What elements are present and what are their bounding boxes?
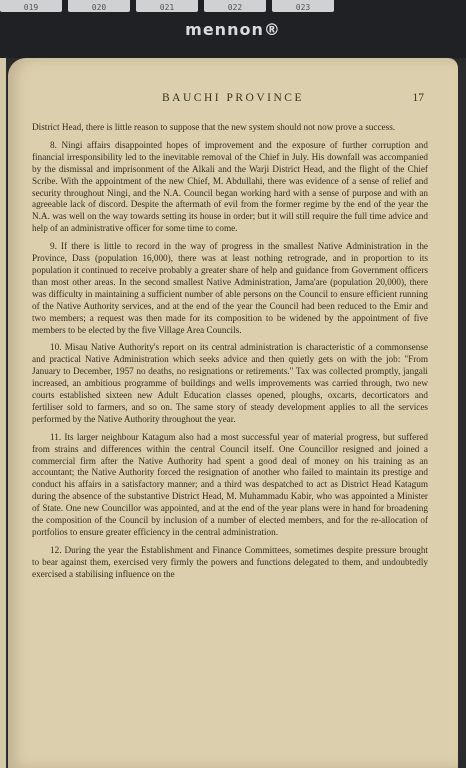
scanner-strip	[0, 0, 466, 58]
paragraph: 11. Its larger neighbour Katagum also had a most successful year of material progress, but suffered from strains and differences within the central Council itself. One Councillor resigned and joined a commercial firm after the Native Authority had spent a good deal of money on his training as an accountant; the Native Authority forced the resignation of another who failed to maintain its prestige and conduct his affairs in a satisfactory manner; and a third was despatched to act as District Head Katagum during the absence of the substantive District Head, M. Muhammadu Kabir, who was appointed a Minister of State. One new Councillor was appointed, and at the end of the year plans were in hand for broadening the composition of the Council by inclusion of a number of elected members, and for the re-allocation of portfolios to ensure greater efficiency in the central administration.	[32, 431, 428, 537]
scanner-brand-logo: mennon®	[185, 20, 281, 39]
paragraph: 12. During the year the Establishment and Finance Committees, sometimes despite pressure brought to bear against them, exercised very firmly the powers and functions delegated to them, and undoubtedly exercised a stabilising influence on the	[32, 544, 428, 579]
paragraph: 9. If there is little to record in the way of progress in the smallest Native Administration in the Province, Dass (population 16,000), there was at least nothing retrograde, and in proportion to its population it continued to receive probably a greater share of help and guidance from Government officers than most other areas. In the second smallest Native Administration, Jama'are (population 20,000), there was difficulty in maintaining a sufficient number of able persons on the Council to ensure efficient running of the Native Authority services, and at the end of the year the Council had been reduced to the Emir and two members; a request was then made for its composition to be widened by the appointment of five members to be elected by the five Village Area Councils.	[32, 241, 428, 335]
paragraph: 8. Ningi affairs disappointed hopes of improvement and the exposure of further corruption and financial irresponsibility led to the inevitable removal of the Chief in July. His downfall was accompanied by the dismissal and imprisonment of the Alkali and the Warji District Head, and the flight of the Chief Scribe. With the appointment of the new Chief, M. Abdullahi, there was evidence of a sense of relief and security throughout Ningi, and the N.A. Council began working hard with a sense of purpose and with an agreeable lack of discord. Despite the aftermath of evil from the former regime by the end of the year the N.A. was well on the way towards setting its house in order; but it will still require the full time advice and help of an administrative officer for some time to come.	[32, 139, 428, 234]
book-page	[8, 58, 458, 768]
running-head: BAUCHI PROVINCE	[162, 92, 304, 104]
body-text	[32, 122, 428, 587]
paragraph: 10. Misau Native Authority's report on its central administration is characteristic of a commonsense and practical Native Administration which seeks advice and then quietly gets on with the job: "From January to December, 1957 no deaths, no resignations or retirements." Tax was collected promptly, jangali increased, an ambitious programme of buildings and wells improvements was carried through, two new courts established sixteen new Adult Education classes opened, ploughs, oxcarts, decorticators and fertiliser sold to farmers, and so on. The same story of steady development applies to all the services performed by the Native Authority throughout the year.	[32, 342, 428, 424]
adjacent-page-edge	[0, 58, 6, 768]
ruler-label: 020	[68, 0, 130, 12]
scanner-ruler	[0, 0, 466, 14]
ruler-label: 023	[272, 0, 334, 12]
page-number: 17	[412, 92, 424, 104]
ruler-label: 022	[204, 0, 266, 12]
paragraph: District Head, there is little reason to suppose that the new system should not now prove a success.	[32, 122, 396, 132]
ruler-label: 021	[136, 0, 198, 12]
page-header	[42, 92, 424, 108]
ruler-label: 019	[0, 0, 62, 12]
